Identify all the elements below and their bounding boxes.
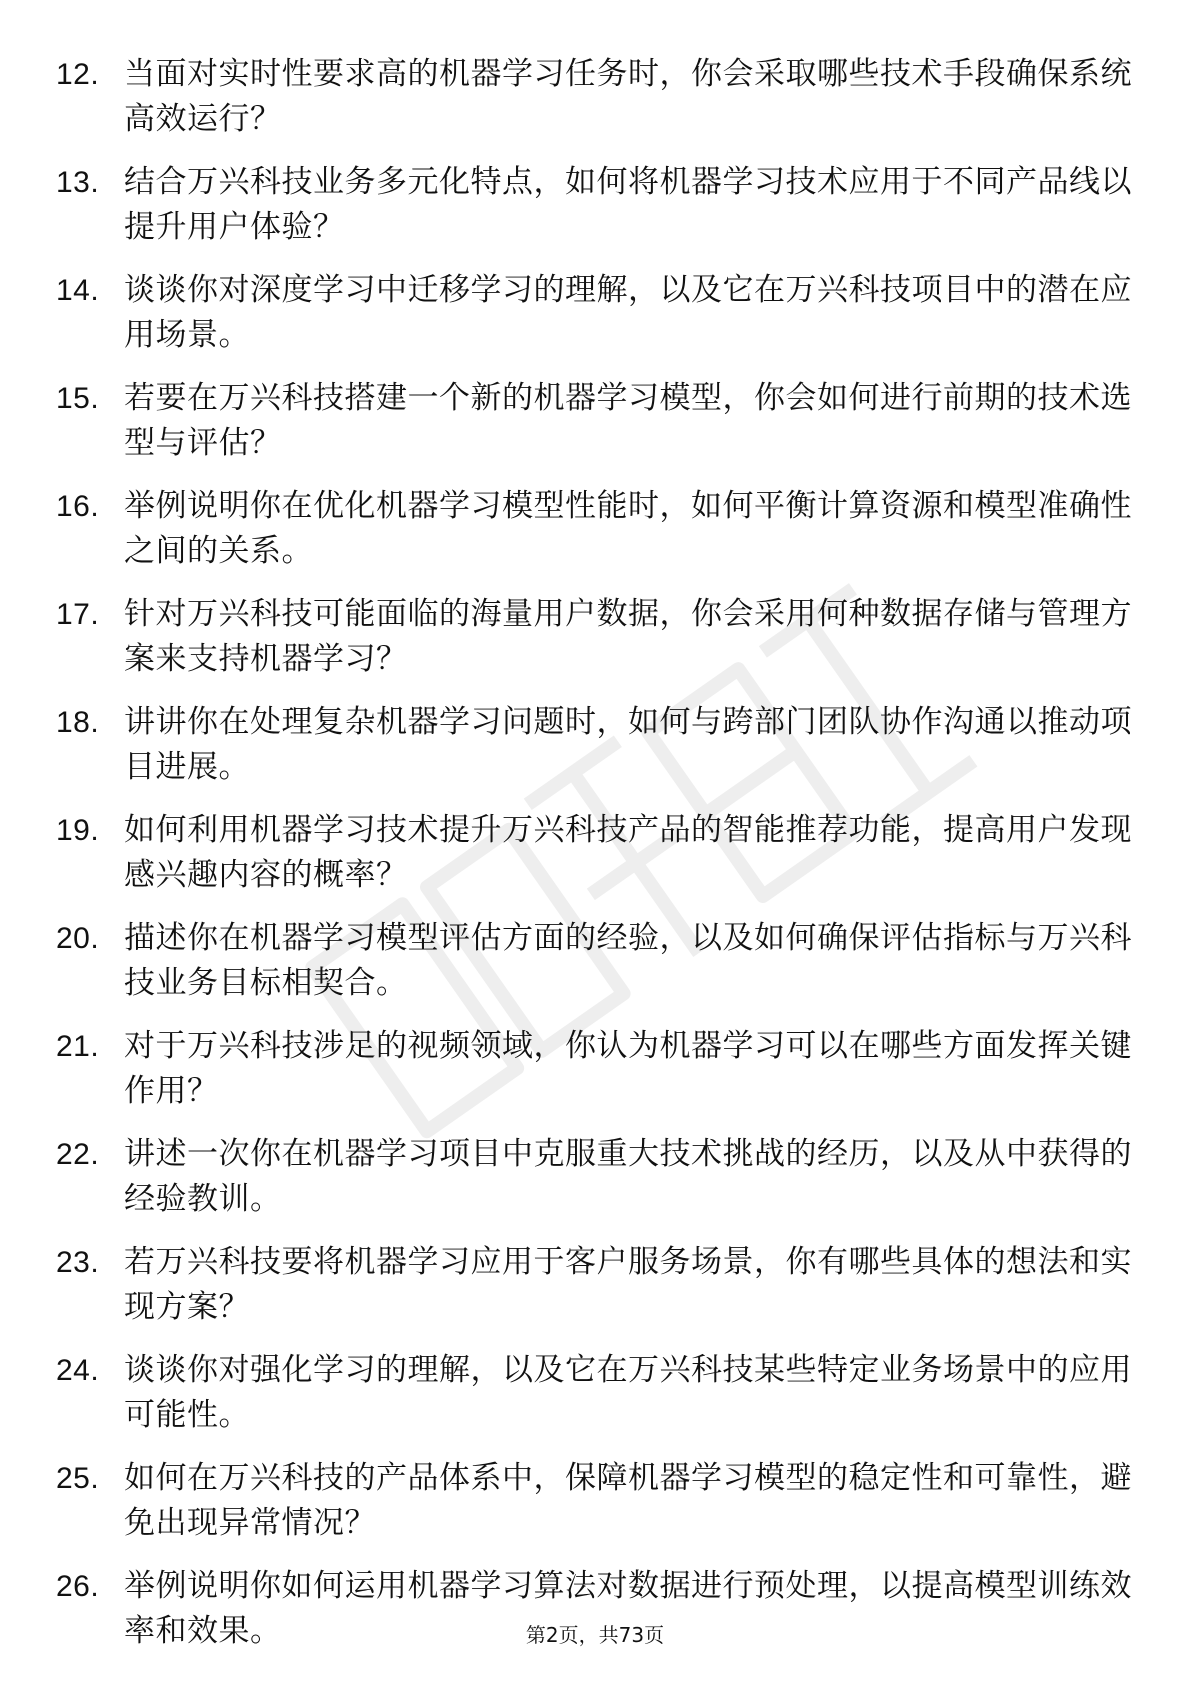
question-item xyxy=(56,1024,1136,1114)
question-text: 如何在万兴科技的产品体系中，保障机器学习模型的稳定性和可靠性，避免出现异常情况？ xyxy=(124,1460,1132,1541)
page-footer xyxy=(0,1621,1190,1649)
question-item xyxy=(56,268,1136,358)
question-text: 讲述一次你在机器学习项目中克服重大技术挑战的经历，以及从中获得的经验教训。 xyxy=(124,1136,1132,1217)
question-text: 对于万兴科技涉足的视频领域，你认为机器学习可以在哪些方面发挥关键作用？ xyxy=(124,1028,1132,1109)
question-number: 23. xyxy=(56,1246,100,1279)
question-number: 13. xyxy=(56,166,100,199)
question-list xyxy=(56,52,1136,1672)
question-text: 举例说明你在优化机器学习模型性能时，如何平衡计算资源和模型准确性之间的关系。 xyxy=(124,488,1132,569)
question-item xyxy=(56,484,1136,574)
question-text: 谈谈你对深度学习中迁移学习的理解，以及它在万兴科技项目中的潜在应用场景。 xyxy=(124,272,1132,353)
question-number: 18. xyxy=(56,706,100,739)
question-item xyxy=(56,700,1136,790)
question-item xyxy=(56,1132,1136,1222)
question-text: 讲讲你在处理复杂机器学习问题时，如何与跨部门团队协作沟通以推动项目进展。 xyxy=(124,704,1132,785)
question-text: 结合万兴科技业务多元化特点，如何将机器学习技术应用于不同产品线以提升用户体验？ xyxy=(124,164,1132,245)
question-number: 15. xyxy=(56,382,100,415)
question-number: 25. xyxy=(56,1462,100,1495)
question-text: 当面对实时性要求高的机器学习任务时，你会采取哪些技术手段确保系统高效运行？ xyxy=(124,56,1132,137)
question-number: 19. xyxy=(56,814,100,847)
question-item xyxy=(56,52,1136,142)
question-item xyxy=(56,1240,1136,1330)
question-number: 24. xyxy=(56,1354,100,1387)
question-number: 14. xyxy=(56,274,100,307)
question-text: 如何利用机器学习技术提升万兴科技产品的智能推荐功能，提高用户发现感兴趣内容的概率？ xyxy=(124,812,1132,893)
question-number: 20. xyxy=(56,922,100,955)
question-text: 若万兴科技要将机器学习应用于客户服务场景，你有哪些具体的想法和实现方案？ xyxy=(124,1244,1132,1325)
question-item xyxy=(56,160,1136,250)
question-item xyxy=(56,1348,1136,1438)
question-item xyxy=(56,1456,1136,1546)
question-number: 17. xyxy=(56,598,100,631)
question-item xyxy=(56,808,1136,898)
question-number: 12. xyxy=(56,58,100,91)
page-indicator: 第2页，共73页 xyxy=(525,1623,665,1647)
question-item xyxy=(56,376,1136,466)
question-text: 若要在万兴科技搭建一个新的机器学习模型，你会如何进行前期的技术选型与评估？ xyxy=(124,380,1132,461)
question-text: 针对万兴科技可能面临的海量用户数据，你会采用何种数据存储与管理方案来支持机器学习？ xyxy=(124,596,1132,677)
question-number: 21. xyxy=(56,1030,100,1063)
question-number: 22. xyxy=(56,1138,100,1171)
question-text: 举例说明你如何运用机器学习算法对数据进行预处理，以提高模型训练效率和效果。 xyxy=(124,1568,1132,1649)
question-text: 描述你在机器学习模型评估方面的经验，以及如何确保评估指标与万兴科技业务目标相契合。 xyxy=(124,920,1132,1001)
question-item xyxy=(56,592,1136,682)
question-number: 16. xyxy=(56,490,100,523)
question-text: 谈谈你对强化学习的理解，以及它在万兴科技某些特定业务场景中的应用可能性。 xyxy=(124,1352,1132,1433)
question-number: 26. xyxy=(56,1570,100,1603)
question-item xyxy=(56,916,1136,1006)
